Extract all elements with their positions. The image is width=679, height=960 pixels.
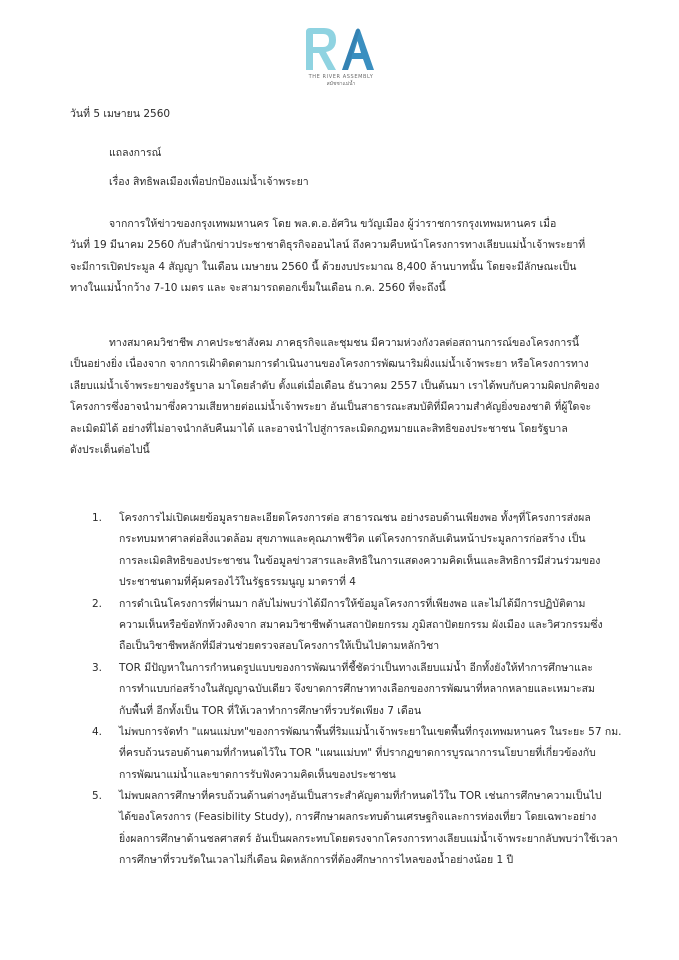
paragraph-line: วันที่ 19 มีนาคม 2560 กับสำนักข่าวประชาชาติธุรกิจออนไลน์ ถึงความคืบหน้าโครงการทางเลียบแม่น้ำเจ้าพระยาที่ (70, 239, 586, 252)
paragraph-line: โครงการซึ่งอาจนำมาซึ่งความเสียหายต่อแม่น้ำเจ้าพระยา อันเป็นสาธารณะสมบัติที่มีความสำคัญยิ่งของชาติ ที่ผู้ใดจะ (70, 401, 592, 414)
list-item-line: การทำแบบก่อสร้างในสัญญาฉบับเดียว จึงขาดการศึกษาทางเลือกของการพัฒนาที่หลากหลายและเหมาะสม (119, 683, 595, 696)
list-item-line: ถือเป็นวิชาชีพหลักที่มีส่วนช่วยตรวจสอบโครงการให้เป็นไปตามหลักวิชา (119, 640, 440, 653)
list-item-line: ที่ครบถ้วนรอบด้านตามที่กำหนดไว้ใน TOR "แผนแม่บท" ที่ปรากฏขาดการบูรณาการนโยบายที่เกี่ยวข้องกับ (119, 747, 596, 760)
list-item-number: 4. (92, 725, 103, 738)
ra-logo-mark (302, 26, 380, 72)
list-item-line: กับพื้นที่ อีกทั้งเป็น TOR ที่ให้เวลาทำการศึกษาที่รวบรัดเพียง 7 เดือน (119, 704, 422, 717)
paragraph-line: ทางในแม่น้ำกว้าง 7-10 เมตร และ จะสามารถตอกเข็มในเดือน ก.ค. 2560 ที่จะถึงนี้ (70, 282, 446, 295)
list-item-line: ได้ของโครงการ (Feasibility Study), การศึกษาผลกระทบด้านเศรษฐกิจและการท่องเที่ยว โดยเฉพาะอย่าง (119, 811, 597, 824)
paragraph-1 (70, 214, 650, 300)
paragraph-line: เป็นอย่างยิ่ง เนื่องจาก จากการเฝ้าติดตามการดำเนินงานของโครงการพัฒนาริมฝั่งแม่น้ำเจ้าพระยา หรือโครงการทาง (70, 358, 589, 371)
list-item-line: การดำเนินโครงการที่ผ่านมา กลับไม่พบว่าได้มีการให้ข้อมูลโครงการที่เพียงพอ และไม่ได้มีการปฏิบัติตาม (119, 597, 586, 610)
document-heading: แถลงการณ์ (109, 147, 162, 159)
list-item-number: 2. (92, 597, 103, 610)
list-item (92, 594, 652, 658)
paragraph-line: จะมีการเปิดประมูล 4 สัญญา ในเดือน เมษายน 2560 นี้ ด้วยงบประมาณ 8,400 ล้านบาทนั้น โดยจะมีลักษณะเป็น (70, 260, 577, 273)
logo-name: THE RIVER ASSEMBLY (308, 74, 374, 80)
list-item-line: ไม่พบผลการศึกษาที่ครบถ้วนด้านต่างๆอันเป็นสาระสำคัญตามที่กำหนดไว้ใน TOR เช่นการศึกษาความเป็นไป (119, 790, 602, 803)
document-date: วันที่ 5 เมษายน 2560 (70, 108, 171, 120)
list-item-line: ไม่พบการจัดทำ "แผนแม่บท"ของการพัฒนาพื้นที่ริมแม่น้ำเจ้าพระยาในเขตพื้นที่กรุงเทพมหานคร ในระยะ 57 กม. (119, 725, 622, 738)
list-item-line: ประชาชนตามที่คุ้มครองไว้ในรัฐธรรมนูญ มาตราที่ 4 (119, 576, 356, 589)
list-item-number: 5. (92, 790, 103, 803)
river-assembly-logo (300, 26, 382, 88)
paragraph-line: ทางสมาคมวิชาชีพ ภาคประชาสังคม ภาคธุรกิจและชุมชน มีความห่วงกังวลต่อสถานการณ์ของโครงการนี้ (109, 337, 580, 349)
paragraph-line: ดังประเด็นต่อไปนี้ (70, 443, 150, 456)
list-item-number: 1. (92, 512, 103, 524)
list-item (92, 508, 652, 594)
list-item-line: โครงการไม่เปิดเผยข้อมูลรายละเอียดโครงการต่อ สาธารณชน อย่างรอบด้านเพียงพอ ทั้งๆที่โครงการส่งผล (119, 512, 591, 524)
issues-list (92, 508, 652, 872)
list-item (92, 722, 652, 786)
paragraph-line: จากการให้ข่าวของกรุงเทพมหานคร โดย พล.ต.อ.อัศวิน ขวัญเมือง ผู้ว่าราชการกรุงเทพมหานคร เมื่อ (109, 218, 557, 230)
list-item-line: TOR มีปัญหาในการกำหนดรูปแบบของการพัฒนาที่ชี้ชัดว่าเป็นทางเลียบแม่น้ำ อีกทั้งยังให้ทำการศึกษาและ (119, 661, 593, 674)
list-item-line: การละเมิดสิทธิของประชาชน ในข้อมูลข่าวสารและสิทธิในการแสดงความคิดเห็นและสิทธิการมีส่วนร่วมของ (119, 554, 601, 567)
list-item-number: 3. (92, 661, 103, 674)
document-subject: เรื่อง สิทธิพลเมืองเพื่อปกป้องแม่น้ำเจ้าพระยา (109, 176, 309, 188)
list-item-line: ยิ่งผลการศึกษาด้านชลศาสตร์ อันเป็นผลกระทบโดยตรงจากโครงการทางเลียบแม่น้ำเจ้าพระยากลับพบว่าใช้เวลา (119, 832, 618, 845)
paragraph-2 (70, 333, 650, 461)
list-item (92, 786, 652, 872)
list-item-line: การศึกษาที่รวบรัดในเวลาไม่กี่เดือน ผิดหลักการที่ต้องศึกษาการไหลของน้ำอย่างน้อย 1 ปี (119, 854, 514, 867)
paragraph-line: เลียบแม่น้ำเจ้าพระยาของรัฐบาล มาโดยลำดับ ตั้งแต่เมื่อเดือน ธันวาคม 2557 เป็นต้นมา เราได้พบกับความผิดปกติของ (70, 379, 600, 392)
list-item-line: การพัฒนาแม่น้ำและขาดการรับฟังความคิดเห็นของประชาชน (119, 768, 396, 781)
list-item-line: กระทบมหาศาลต่อสิ่งแวดล้อม สุขภาพและคุณภาพชีวิต แต่โครงการกลับเดินหน้าประมูลการก่อสร้าง เป็น (119, 533, 586, 546)
logo-thai-name: สมัชชาแม่น้ำ (326, 81, 356, 87)
paragraph-line: ละเมิดมิได้ อย่างที่ไม่อาจนำกลับคืนมาได้ และอาจนำไปสู่การละเมิดกฎหมายและสิทธิของประชาชน โดยรัฐบาล (70, 422, 568, 435)
list-item (92, 658, 652, 722)
list-item-line: ความเห็นหรือข้อทักท้วงติงจาก สมาคมวิชาชีพด้านสถาปัตยกรรม ภูมิสถาปัตยกรรม ผังเมือง และวิศวกรรมซึ่ง (119, 618, 603, 631)
